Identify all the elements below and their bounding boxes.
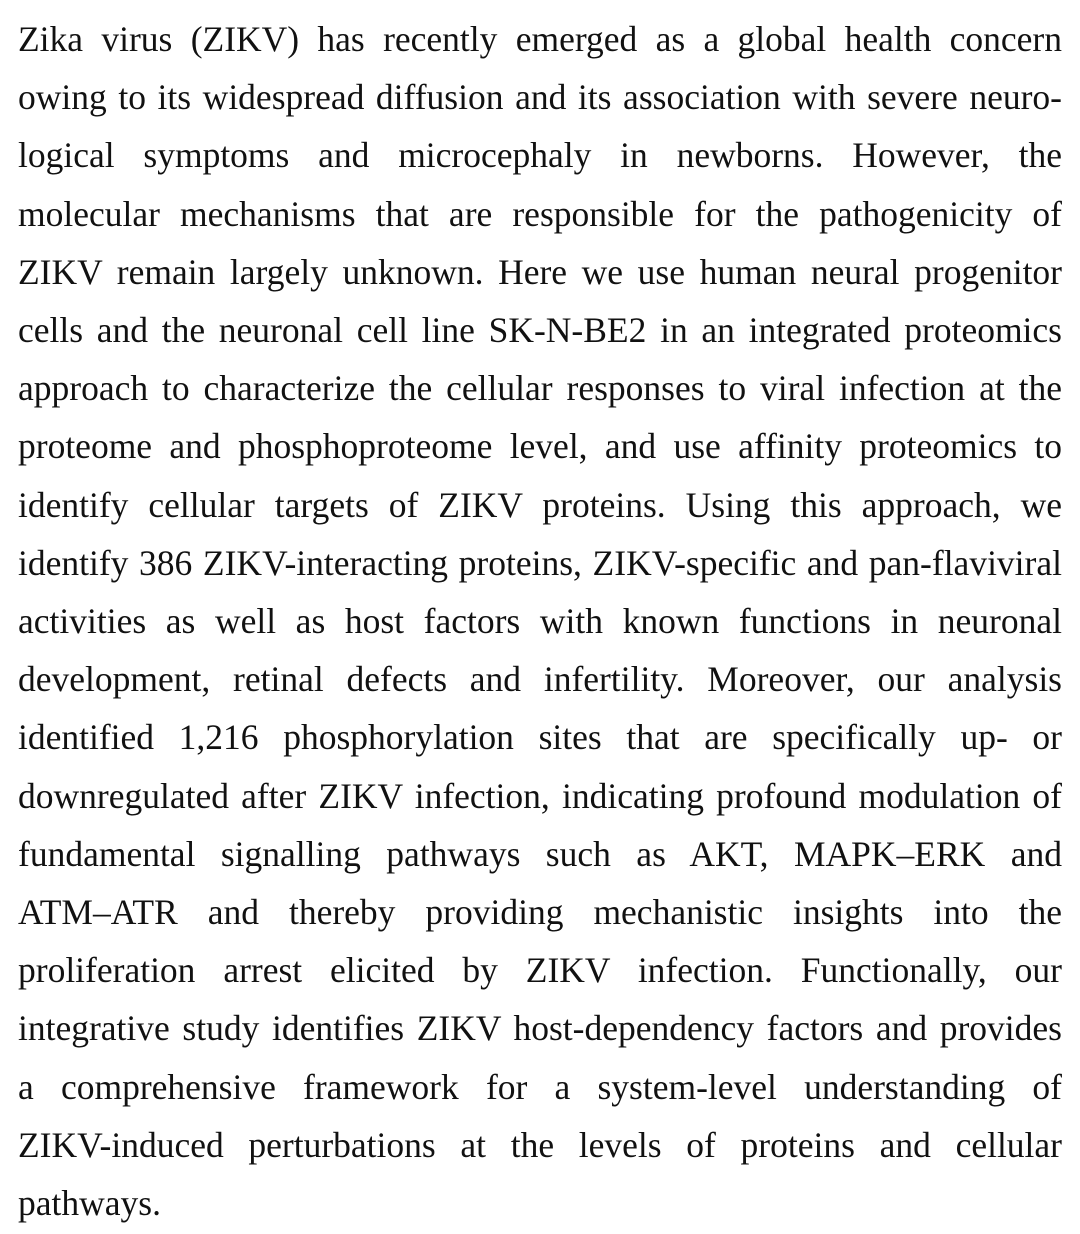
abstract-line-11: activities as well as host factors with known functions in neuronal	[18, 601, 1062, 642]
abstract-line-16: ATM–ATR and thereby providing mechanistic insights into the	[18, 892, 1062, 933]
abstract-line-5: ZIKV remain largely unknown. Here we use human neural progenitor	[18, 251, 1062, 292]
abstract-line-9: identify cellular targets of ZIKV proteins. Using this approach, we	[18, 484, 1062, 525]
abstract-line-17: proliferation arrest elicited by ZIKV infection. Functionally, our	[18, 950, 1062, 991]
abstract-line-19: a comprehensive framework for a system-level understanding of	[18, 1066, 1062, 1107]
abstract-line-20: ZIKV-induced perturbations at the levels of proteins and cellular	[18, 1124, 1062, 1165]
abstract-line-14: downregulated after ZIKV infection, indicating profound modulation of	[18, 775, 1062, 816]
abstract-line-13: identified 1,216 phosphorylation sites that are specifically up- or	[18, 717, 1062, 758]
abstract-line-21: pathways.	[18, 1183, 161, 1224]
abstract-paragraph	[18, 10, 1062, 1232]
abstract-line-7: approach to characterize the cellular responses to viral infection at the	[18, 368, 1062, 409]
abstract-line-18: integrative study identifies ZIKV host-dependency factors and provides	[18, 1008, 1062, 1049]
abstract-line-3: logical symptoms and microcephaly in newborns. However, the	[18, 135, 1062, 176]
abstract-line-8: proteome and phosphoproteome level, and use affinity proteomics to	[18, 426, 1062, 467]
abstract-line-6: cells and the neuronal cell line SK-N-BE2 in an integrated proteomics	[18, 310, 1062, 351]
abstract-line-4: molecular mechanisms that are responsible for the pathogenicity of	[18, 193, 1062, 234]
abstract-line-1: Zika virus (ZIKV) has recently emerged as a global health concern	[18, 19, 1062, 59]
abstract-line-2: owing to its widespread diffusion and its association with severe neuro-	[18, 77, 1062, 118]
abstract-line-12: development, retinal defects and infertility. Moreover, our analysis	[18, 659, 1062, 700]
abstract-line-15: fundamental signalling pathways such as AKT, MAPK–ERK and	[18, 833, 1062, 874]
abstract-line-10: identify 386 ZIKV-interacting proteins, ZIKV-specific and pan-flaviviral	[18, 542, 1062, 583]
